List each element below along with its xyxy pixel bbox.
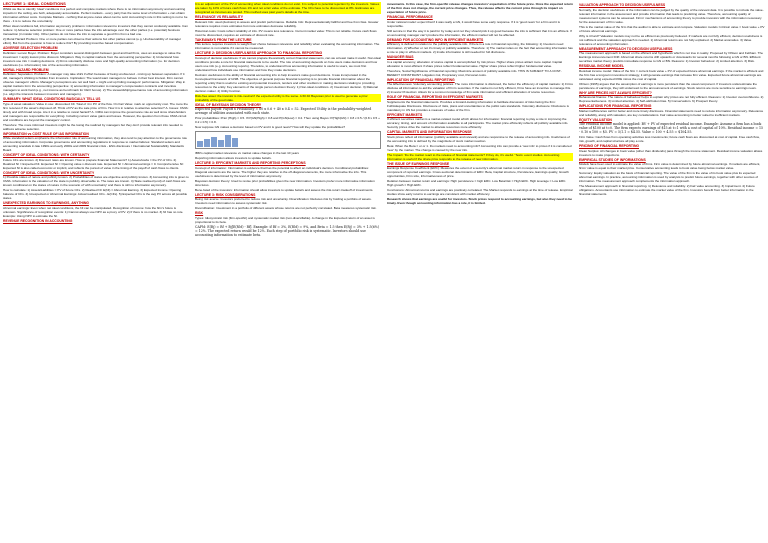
section-heading: RISK (195, 211, 204, 215)
column-3 (384, 0, 576, 543)
paragraph: Stock prices reflect all information (publicly available and relevant) and are responsive to the release of accounting info. Usefulness of the accounting info is defined by the magnitude of stock market reaction. (387, 134, 570, 143)
paragraph: Summary: Equity valuation as the basis of financial reporting. The value of the firm is the value of its book value plus its expected abnormal earnings. In practice, accounting information is used by analysts to predict future earnings, together with other sources of information. The measurement approach complements the information approach. (579, 171, 759, 183)
section-heading: MANAGER BIAS (387, 55, 414, 59)
section-heading: CONCEPT OF IDEAL CONDITIONS: WITH UNCERTAINTY (3, 170, 95, 175)
lecture-title: LECTURE 1: IDEAL CONDITIONS (3, 1, 66, 6)
section-heading: LECTURE 3: EFFICIENT MARKETS AND REPORTING PERCEPTIONS (195, 161, 306, 165)
paragraph: Abnormal earnings: Even when net ideal conditions, the NI can be manipulated. Recognition of income: how the firm's future is unknown. Significance of recognition events: 1) Cannot always use NPV as a proxy of PV. 2) If there is no market. 3) NI has no role. Example: Using NPV to estimate the NI. (3, 205, 184, 218)
chart-bar (197, 141, 203, 147)
paragraph: This lecture requires investors to weight their choice between relevance and reliability when evaluating the accounting information. The information is not reliable if it cannot be measured. (195, 42, 380, 50)
figure-caption: IBM's capital market relevance vs market value changes in the last 10 years (195, 151, 299, 155)
highlighted-paragraph: The Impact: 'Do the market react to the release of financial statements? If they do, it's useful.' Tests: event studies. Accounting information is useful if the share price responds to the release of new information. (387, 153, 573, 161)
section-heading: IDEAL OF BAYESIAN DECISION THEORY (195, 102, 262, 107)
paragraph: Firm Value: Cash flows from operating activities less investments; future cash flows are discounted at cost of capital. Free cash flow, risk, growth, and capital structure all play a role. (579, 135, 760, 143)
paragraph: Relation between market return and earnings: High persistence = high ERC. Low Beta/risk = High ERC. High leverage = Low ERC. High growth = High ERC. (387, 179, 567, 187)
paragraph: Ohlson (1995) argues that the assumption of earnings is more persistent than the usual component. If investors underestimate the persistence of earnings, they will underreact to the announcement of earnings. Stock returns are more sensitive to earnings news. (579, 81, 757, 90)
paragraph: Relevant Info: used (decision) to assess and predict performance. Reliable Info: Representationally faithful and free from bias. Greater relevance requires more estimates but more estimates decrease reliability. (195, 19, 379, 28)
paragraph: Clean Surplus: All changes in book value (other than dividends) pass through the income statement. Residual income valuation allows investors to make projections. (579, 148, 763, 157)
paragraph: The measurement approach is based on the efficient and hypothesis which is not true in reality. Proposed by Ohlson and Feltham. The Earnings Announcement Drift: Abnormal share returns drift upwards or downwards for several months following a GN or BN. Efficient securities market theory predicts immediate response to GN or BN. Reasons: 1) Investor behaviour. 2) Limited attention. 3) Risk. (579, 51, 764, 63)
section-heading: RESIDUAL INCOME MODEL (579, 64, 624, 68)
section-heading: UNEXPECTED EARNINGS TO EARNINGS, ANYTHING (3, 201, 89, 205)
chart-bar (204, 139, 210, 147)
paragraph: Models have been used to estimate the value of firms. Firm value is determined by future abnormal earnings. If markets are efficient, firms' value is equal to their market price. Conservative accounting leads to book value being below market value. (579, 162, 761, 170)
paragraph: Now suppose GN makes a decision based on PV and it is good news? How will they update the probabilities? (195, 125, 346, 129)
paragraph: When ideal conditions fail, information asymmetry problems: information relevant to investors that they cannot costlessly available. Can reduce: 1) Adverse selection problem: One or more parties have the info advantage over the other parties (i.e. potential) business transaction (in insider info). Other parties do not have the info to separate a good firm from a bad one. (3, 24, 188, 36)
section-heading: WHY ARE PRICES NOT ALWAYS EFFICIENT? (579, 90, 652, 95)
paragraph: While standard setters emphasize the information role of accounting information, they also tend to pay attention to the governance role of accounting information. Corporate governance and accounting regulations in response to market failures: Standard setters and accounting scandals in late 1990s and early 2000s and 2009 financial crisis - ESG disclosure / International Sustainability Standards Board. (3, 136, 188, 152)
paragraph: In a capital economy, allocation of scarce capital is accomplished by risk prices. Higher share prices attract more capital. Capital allocation is most efficient if share prices reflect fundamental value. Higher share prices reflect higher fundamental value. (387, 59, 562, 68)
paragraph: If efficient securities market is a market-related model which allows for information: financial reporting to play a role in improving the accuracy, timing, and amount of information available to all participants. The market price efficiently reflects all publicly available info. Security prices drive the market to allocate resources more efficiently. (387, 117, 569, 129)
paragraph: Concept of decision usefulness: If we cannot prepare theoretically correct financial statements, can we at least make it useful. Non-ideal conditions provide a role for financial statements to be useful. The role of accounting depends on how users make decisions and how users use info (e.g. Accounting reports). Therefore, to understand how accounting information is useful to users, we must first understand how individuals use information and how they make decisions. (195, 55, 381, 72)
section-heading: CAPITAL MARKETS AND INFORMATION RESPONSE (387, 130, 472, 134)
section-heading: SUMMARY: WHAT IDEAL CONDITIONS BASICALLY TELL US (3, 97, 101, 101)
paragraph: Diversification: Investment in a portfolio of different assets whose returns are not perfectly correlated. Beta measures systematic risk. (195, 206, 377, 210)
paragraph: How to calculate: 1) Assets/Liabilities = PV of future CFs. 2) Realised NI: E(NI) = Abnormal Earning. 3) Expected Income: Opening balance of CFs. 4) Unexpected or Abnormal Earnings: Actual realised CFs - E(CFs). 5) Expected CFs is the avg PV across all possible states. (3, 188, 188, 200)
highlighted-paragraph: It is an adjustment of the PV of accounting when ideal conditions do not exist. It is subject to potential rejection by the investors. Values are taken by 10% of future cash flows 1% and not a fair value of the estimate. The CFs have to be discounted at 8%. Estimates are recognized as incomes are posted. This method uses past year's details at the time. (195, 2, 380, 14)
column-2 (192, 0, 384, 543)
section-heading: LECTURE 2: DECISION USEFULNESS APPROACH TO FINANCIAL REPORTING (195, 51, 323, 55)
section-heading: LECTURE 3: RISK CONSIDERATIONS (195, 192, 256, 197)
paragraph: Concept of information: Information is evidence that has the potential to affect an individual's decision. Conditional probabilities: Diagonal elements are the same. The higher they are relative to the off-diagonal elements, the more informative the info. This usefulness is determined by the level of information asymmetry. (195, 165, 369, 178)
section-heading: DEMAND FOR ACCOUNTING INFO IN EFFICIENT MARKETS (387, 37, 484, 42)
paragraph: Therefore, Social Significance of financial reporting: Maximize amount of publicly available info. THIS IS SUBJECT TO A COST-BENEFIT CONSTRAINT. Litigation risk, Proprietary cost, Personal costs. (387, 68, 562, 77)
section-heading: MORAL HAZARD PROBLEM (3, 67, 49, 72)
paragraph: Types: Idiosyncratic risk (firm-specific) and systematic market risk (non-diversifiable). A change in the Expected return of an asset is proportional to its beta. (195, 215, 375, 224)
paragraph: Beta: When the Beta = or or 1. Do markets react to accounting info? Accounting info can provide a 'new info' to prices if it is considered 'new' by the market. The change is caused by the new info. (387, 143, 572, 152)
equation: Expected payoff: Payoff x Probability = 60 x 0.6 + 40 x 0.4 = 52. Expected Utility is the probability-weighted average of utilities associated with each state. (195, 107, 372, 115)
column-1 (0, 0, 192, 543)
paragraph: Historical costs: Costs reflect reliability of info. PV means less relevance. Current market value: This is not reliable. Future cash flows must be discounted, requires an estimate of discount rate. (195, 28, 377, 37)
paragraph: Supplements the financial statements. Provides a forward-looking information to facilitate discussion of risks facing the firm: Full/Adequate Disclosure. Disclosure of risks, plans and uncertainties to the public sets standards. Voluntary disclosure: Disclosure is mandatory in US but provides a measure of value of the firm. (387, 99, 569, 112)
section-heading: EMPIRICAL STUDIES OF INFORMATIONS (579, 157, 646, 162)
paragraph: Reporting information allows investors to update beliefs. (195, 156, 272, 160)
section-heading: PRICING OF FINANCIAL REPORTING (579, 144, 640, 148)
paragraph: Still service in that the way it is paid for by today and not they should pick it up good because the info is sufficient that it is an efficient. If an accounting manager can't produce the information, the efficient market will not be affected. (387, 28, 572, 37)
paragraph: This is the market value of the firm that the auditor is able to estimate and compare. Valuation models: Intrinsic value = book value + PV of future abnormal earnings. (579, 24, 765, 33)
figure-chart (195, 131, 381, 149)
section-heading: IMPLICATION OF FINANCIAL REPORTING (387, 77, 455, 82)
paragraph: Efficiency is defined in relation to the publicly available info. If there is a role in financial reporting, the following: 1) Investors need information. 2) Whether or not it's timely or publicly available. Therefore: 1) The market relies on the fact that accounting information has a role to play in efficient markets. 2) Inside information is still needed for full disclosure. (387, 42, 573, 54)
paragraph: The Effectiveness: Voluntary accounting policies. The more information is disclosed, the better the efficiency of capital markets: 1) Firms disclose all information to aid the valuation of firm's securities. If the market is not fully efficient, firms have an incentive to manage this. 2) Investor Protection: Allows for a common knowledge of firm-wide information and efficient allocation of scarce resources. (387, 82, 573, 94)
section-heading: THE ISSUE OF EARNINGS RESPONSE (387, 161, 450, 166)
section-heading: EQUITY VALUATION (579, 117, 612, 122)
paragraph: Being risk averse: Investors preferred to reduce risk and uncertainty. Diversification: Reduces risk by holding a portfolio of assets. Investors need information to assess systematic risk. (195, 197, 372, 205)
equation: CAPM: E(Rj) = Rf + Bj[E(RM) - Rf]. Example: if Rf = 3%, E(RM) = 9%, and Beta = 1.5 then E(Rj) = 3% + 1.5(6%) = 12%. The expected return would be 12%. Each step of portfolio risk is systematic. Investors should use accounting information to estimate beta. (195, 224, 380, 237)
paragraph: 2) Moral Hazard Problem: One or more parties can observe their actions but other parties cannot (e.g. Unobservability of manager effort). But from the question is how to reduce this? By providing incentive based compensation. (3, 37, 181, 45)
paragraph: Earnings Response Coefficient (ERC): Measures the extent of a security's abnormal market return in response to the unexpected component of reported earnings. Cross-sectional determinants of ERC: Beta, Capital structure, Persistence, Earnings quality, Growth opportunities, Firm size, Informativeness of price. (387, 166, 569, 178)
chart-bar (218, 140, 224, 147)
paragraph: Under rational model: expect that if it was really a GN, it would have some early response. If it is 'good news' for a firm and it is responsible. (387, 19, 560, 28)
paragraph: The Measurement approach in financial reporting. 1) Relevance and reliability. 2) Fair value accounting. 3) Impairment. 4) Future obligations. Accountants use information to estimate the market value of the firm. Investors benefit from better information in the financial statements. (579, 184, 755, 196)
section-heading: MEASUREMENT APPROACH TO DECISION USEFULNESS (579, 46, 673, 51)
chart-bar (225, 135, 231, 147)
column-4 (576, 0, 768, 543)
paragraph: Conclusions: Abnormal returns and earnings are positively correlated. The Market responds to earnings at the time of release. Empirical studies show early returns to earnings are consistent with market efficiency. (387, 188, 573, 196)
chart-bar (211, 137, 217, 147)
paragraph: 1) Possible states of nature and publicly known. 2) Probabilities of states are objective and publicly known. 3) Accounting info is given to CMIA. Information is the valuation of the state is publicly observable to. The rates are known. 4) State realised (end) of cash flows are known conditional on the states of nature in the scenario of 'with uncertainty' and there is still no information asymmetry. (3, 175, 189, 187)
paragraph: Why is it hard? Valuation models may not be as efficient as previously believed. If markets are not fully efficient, decision usefulness is not sufficient and the valuation approach is needed. 1) Abnormal returns are not fully explained. 2) Market anomalies. 3) Value relevance of accounting information. (579, 33, 763, 46)
paragraph: Prior probabilities: Prior (High) = 0.5. If P(GN|High) = 0.8 and P(GN|Low) = 0.2. Then using Bayes: P(High|GN) = 0.8 x 0.5 / (0.8 x 0.5 + 0.2 x 0.5) = 0.8. (195, 116, 380, 124)
paragraph: Type of asset valuation: Value in use: discounted CF. Total of 4 in PV of the flow. On Fair Value: mark on opportunity cost. The more the firm receives if the asset's disposed off. Think of PV as the sale price of firm. How it is in relative to attentive selection? A. Issues: CMIA: timely and with broad scope. Are it in a relative to moral hazard? A. CMIA can improve the governance role as well since shareholders and managers are responsible for everything. Including current value gains and losses. However, the question from those CMIA circuit and conditions are beyond the managers' control. (3, 101, 189, 122)
section-heading: ROLE OF FINANCIAL REPORTING IN EFFICIENT MARKETS (387, 95, 483, 99)
paragraph: Future CFs are known. 2) Discount rates are known. How to prepare financial Statements? 1) Assets/Liabs = the PV of CFs. 2) Realized NI = Expected NI. Expected NI = Opening value x discount rate. Expected NI = Abnormal earnings = 0. Comprehensive NI: Expected NI is also called economic or implicit, and reflects the pursuit of value in the timing of the payoff of cash flows to clients. (3, 157, 184, 170)
section-heading: TAKEAWAYS FROM THE LECTURE (195, 37, 252, 42)
paragraph: Definition: Separation. Problem: A manager may take shirk if effort because of being unobserved - mixing up between separation. If it did, manager's shirking is hidden from investors. Implication: The would want managers to behave in their best interest. Firm cannot observe managers' efforts. Manager's perceptions are not well hard + might end up hiding managers' performance. Mitigation: Way in capital markets form the accounting perspective: 1) accounting information to manager's compensation contracts and incentive managers to work hard (e.g., net income as benchmark for CEO bonus). 2) The stewardship/governance role of accounting information (i.e. align the interests between investors and managers). (3, 72, 188, 96)
section-heading: REVENUE RECOGNITION IN ACCOUNTING (3, 218, 73, 223)
paragraph: Bayesian decision theory: Used to revise prior probabilities given the new information. Investors prefer more informative information structures. (195, 178, 375, 187)
paragraph: Whilst we like to identify 'ideal' conditions in a perfect and complete markets where there is no information asymmetry and accounting impacts in the ceiling, are both, adequately accountable. Perfect markets - every party has the same level of information + can obtain information without costs. Complete Markets - nothing that anyone cares about can be sold. Accounting's role in this setting is not to be there - it is to reduce the uncertainty. (3, 7, 188, 23)
paragraph: Definition: Lemon Buyer. Problem: Buyer considers several distinguish between good and bad firms, uses an average to value the investment = apply lowest price discount. Mitigation: Way in capital markets from the accounting perspective: 1) Understand how investors use info = making decisions. 2) Firms voluntarily disclose more and high-quality accounting information (i.e. for decision usefulness (i.e. information) role of the accounting information. (3, 50, 181, 67)
paragraph: Research shows that earnings are useful for investors. Stock prices respond to accounting earnings, but also they need to be timely. Even though accounting information has a role, it is limited. (387, 197, 572, 205)
paragraph: Market inefficiencies call for better and more timely disclosure. Financial statements need to reduce information asymmetry. Relevance and reliability, along with valuation, are key considerations. Fair value accounting is better suited to inefficient markets. (579, 108, 764, 117)
paragraph: Normally, the decision usefulness of the information can be judged by the quality of the relevant data. It is possible to include the value-relevant information in the assessment and provide information that leads to predicting value. Therefore, accounting quality of measurement systems can be assessed. Firms' mechanisms of accounting theory to provide investors with the information necessary for the assessment of firm value. (579, 7, 764, 24)
section-heading: EFFICIENT MARKETS (387, 112, 423, 117)
section-heading: RELEVANCE VS RELIABILITY (195, 15, 243, 19)
section-heading: VALUATION APPROACH TO DECISION USEFULNESS (579, 3, 666, 7)
paragraph: Decision usefulness is the ability of financial accounting info to help investors make good decisions. It was incorporated in the Conceptual Framework of IASB. The objective of general purpose financial reporting is to provide financial information about the reporting entity that is useful to existing and potential investors, lenders and other creditors in making decisions relating to providing resources to the entity. Key elements of the single person decision theory: 1) Non-ideal conditions. 2) Investment decision. 3) Rational decision maker. 4) Utility function. (195, 72, 378, 93)
section-heading: INFORMATION vs COST RULE OF IAS INFORMATION (3, 131, 89, 136)
paragraph: Residual income model: Value of the firm = current book value + PV of expected future abnormal earnings. If the market is efficient and the firm has a long-term investment strategy, it will generate earnings that increase firm value. Expected future abnormal earnings are calculated using expected ROE minus the cost of capital. (579, 68, 764, 81)
paragraph: Bene-fated of the investors: Information should allow investors to update beliefs and assess the risk-return tradeoff of investments. (195, 187, 374, 192)
chart-bar (232, 138, 238, 147)
highlighted-paragraph: Risk-free asset: the investor is risk-neutral if the expected utility is the same. A 60:40 Bayesian prior is used to generate a prior probability of the good state. (195, 94, 381, 102)
paragraph: Behavioural finance: The nature of behaviour helps to explain why prices are not fully efficient. Reasons: 1) Investor overconfidence. 2) Representativeness. 3) Limited attention. 4) Self-attribution bias. 5) Conservatism. 6) Prospect theory. (579, 95, 764, 103)
section-heading: CONCEPT OF IDEAL CONDITIONS: WITH CERTAINTY (3, 153, 90, 157)
section-heading: IMPLICATIONS FOR FINANCIAL REPORTING (579, 104, 652, 108)
equation: The residual income model is applied: BV + PV of expected residual income. Example: Assume a firm has a book value of $100 at t=0. The firm expects earnings of $15 at t=1 with a cost of capital of 10%. Residual income = 15 - 0.10 x 100 = $5. PV = 5/1.1 = $4.55. Value = 100 + 4.55 = $104.55. (579, 122, 764, 134)
section-heading: ADVERSE SELECTION PROBLEM (3, 46, 58, 50)
section-heading: FINANCIAL PERFORMANCE (387, 15, 433, 19)
paragraph: movements. In this case, the firm-specific release changes investors' expectation of the future price. Once the expected return of the firm does not change, the current price changes. Thus, the release affects the current price through its impact on expectation of future price. (387, 2, 573, 14)
paragraph: Therefore: The more informed investors might be the losing the realized by managers but they don't provide relevant info needed to address adverse selection. (3, 122, 183, 131)
